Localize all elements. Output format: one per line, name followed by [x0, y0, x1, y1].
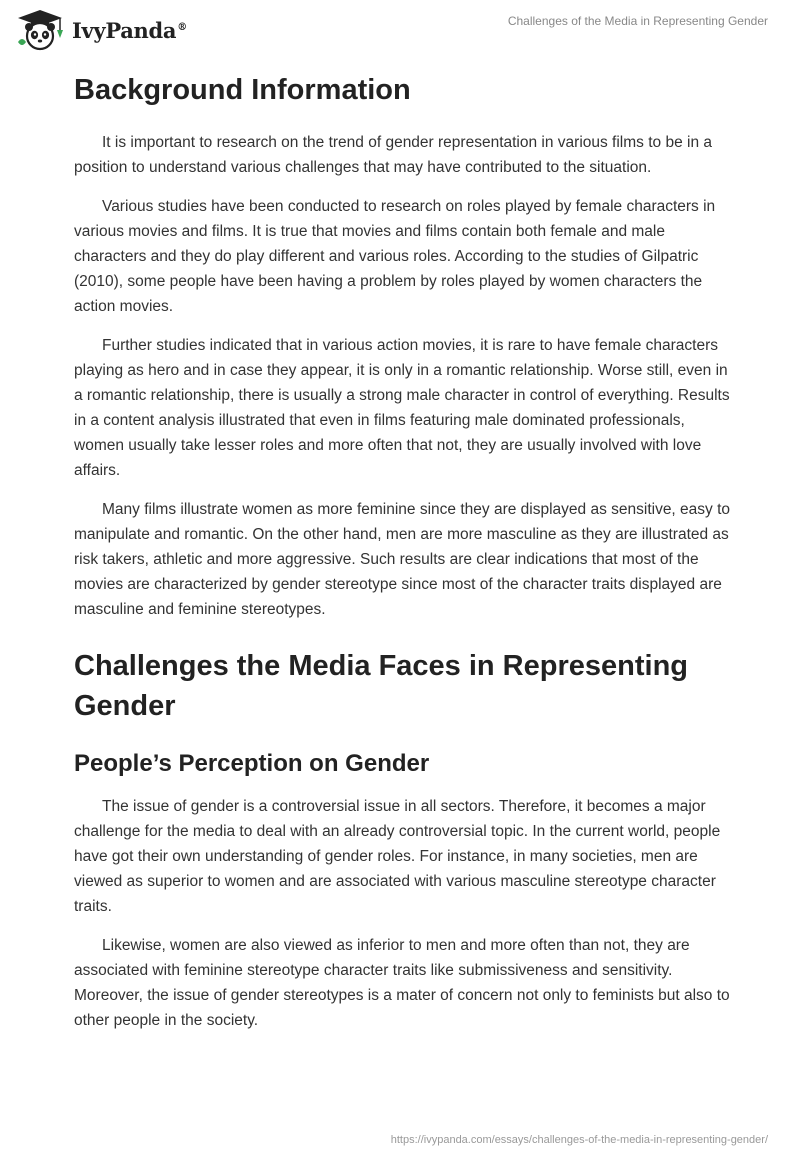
subsection-heading-perception: People’s Perception on Gender	[74, 750, 430, 777]
panda-graduate-icon	[14, 8, 66, 52]
paragraph: It is important to research on the trend of gender representation in various films to be in a position to understand various challenges that may have contributed to the situation.	[74, 134, 712, 176]
paragraph: Further studies indicated that in various action movies, it is rare to have female characters playing as hero and in case they appear, it is only in a romantic relationship. Worse still, even in a romantic relationship, there is usually a strong male character in control of everything. Results in a content analysis illustrated that even in films featuring male dominated professionals, women usually take lesser roles and more often that not, they are usually involved with love affairs.	[74, 337, 730, 479]
section-heading-background: Background Information	[74, 74, 411, 106]
document-title: Challenges of the Media in Representing Gender	[507, 14, 768, 28]
paragraph: Likewise, women are also viewed as inferior to men and more often than not, they are associated with feminine stereotype character traits like submissiveness and sensitivity. Moreover, the issue of gender stereotypes is a mater of concern not only to feminists but also to other people in the society.	[74, 937, 730, 1029]
paragraph: The issue of gender is a controversial issue in all sectors. Therefore, it becomes a major challenge for the media to deal with an already controversial topic. In the current world, people have got their own understanding of gender roles. For instance, in many societies, men are viewed as superior to women and are associated with various masculine stereotype character traits.	[74, 798, 721, 915]
logo-text: IvyPanda®	[72, 17, 187, 43]
source-url[interactable]: https://ivypanda.com/essays/challenges-of-the-media-in-representing-gender/	[390, 1134, 768, 1146]
page-header	[0, 0, 800, 60]
paragraph: Various studies have been conducted to research on roles played by female characters in various movies and films. It is true that movies and films contain both female and male characters and they do play different and various roles. According to the studies of Gilpatric (2010), some people have been having a problem by roles played by women characters the action movies.	[74, 198, 716, 315]
essay-content	[74, 70, 734, 1047]
ivypanda-logo[interactable]	[14, 8, 187, 52]
section-heading-challenges: Challenges the Media Faces in Representing Gender	[74, 650, 688, 722]
registered-mark: ®	[177, 21, 187, 33]
paragraph: Many films illustrate women as more feminine since they are displayed as sensitive, easy to manipulate and romantic. On the other hand, men are more masculine as they are illustrated as risk takers, athletic and more aggressive. Such results are clear indications that most of the movies are characterized by gender stereotype since most of the character traits displayed are masculine and feminine stereotypes.	[74, 501, 731, 618]
